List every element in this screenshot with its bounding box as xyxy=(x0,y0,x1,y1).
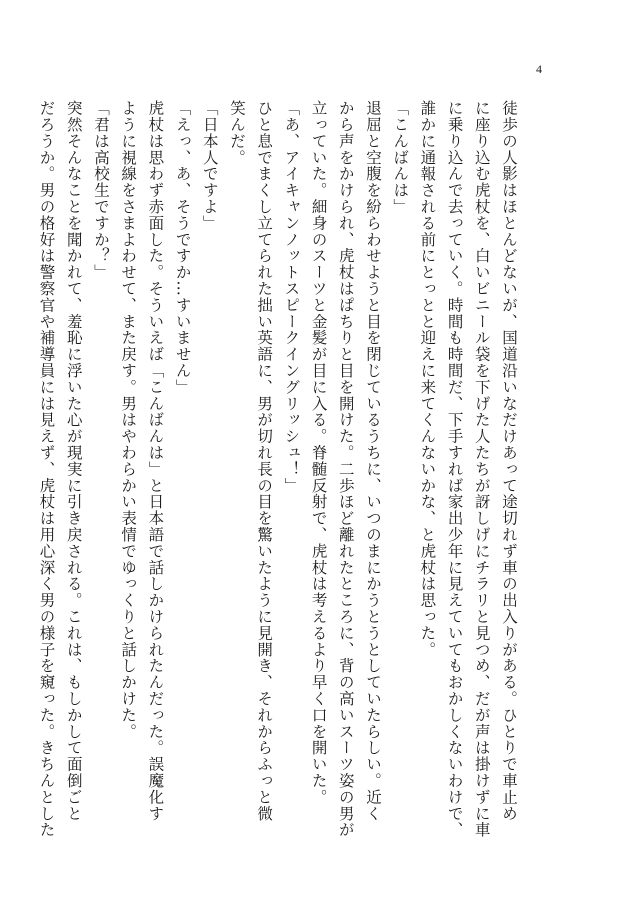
text-line: 突然そんなことを聞かれて、羞恥に浮いた心が現実に引き戻される。これは、もしかして面倒ごと xyxy=(64,100,83,822)
text-line: 「えっ、あ、そうですか…すいません」 xyxy=(173,100,192,396)
text-line: 立っていた。細身のスーツと金髪が目に入る。脊髄反射で、虎杖は考えるより早く口を開いた。 xyxy=(309,100,328,806)
text-line: に座り込む虎杖を、白いビニール袋を下げた人たちが訝しげにチラリと見つめ、だが声は掛けずに車 xyxy=(472,100,491,838)
page-number: 4 xyxy=(536,62,542,76)
text-line: 「こんばんは」 xyxy=(391,100,410,215)
text-line: だろうか。男の格好は警察官や補導員には見えず、虎杖は用心深く男の様子を窺った。きちんとした xyxy=(37,100,56,838)
text-line: 虎杖は思わず赤面した。そういえば「こんばんは」と日本語で話しかけられたんだった。誤魔化す xyxy=(146,100,165,822)
vertical-text-body xyxy=(37,100,522,838)
text-line: 誰かに通報される前にとっとと迎えに来てくんないかな、と虎杖は思った。 xyxy=(418,100,437,658)
text-line: ように視線をさまよわせて、また戻す。男はやわらかい表情でゆっくりと話しかけた。 xyxy=(119,100,138,740)
text-line: から声をかけられ、虎杖はぱちりと目を開けた。二歩ほど離れたところに、背の高いスーツ姿の男が xyxy=(336,100,355,838)
text-line: 徒歩の人影はほとんどないが、国道沿いなだけあって途切れず車の出入りがある。ひとりで車止め xyxy=(500,100,518,822)
text-line: 「君は高校生ですか？」 xyxy=(91,100,110,281)
text-line: に乗り込んで去っていく。時間も時間だ、下手すれば家出少年に見えていてもおかしくないわけで、 xyxy=(445,100,464,838)
text-line: 「日本人ですよ」 xyxy=(200,100,219,232)
text-line: 退屈と空腹を紛らわせようと目を閉じているうちに、いつのまにかうとうとしていたらしい。近く xyxy=(363,100,382,822)
text-line: ひと息でまくし立てられた拙い英語に、男が切れ長の目を驚いたように見開き、それからふっと微 xyxy=(255,100,274,822)
text-line: 笑んだ。 xyxy=(227,100,246,166)
text-line: 「あ、アイキャンノットスピークイングリッシュ！」 xyxy=(282,100,301,494)
